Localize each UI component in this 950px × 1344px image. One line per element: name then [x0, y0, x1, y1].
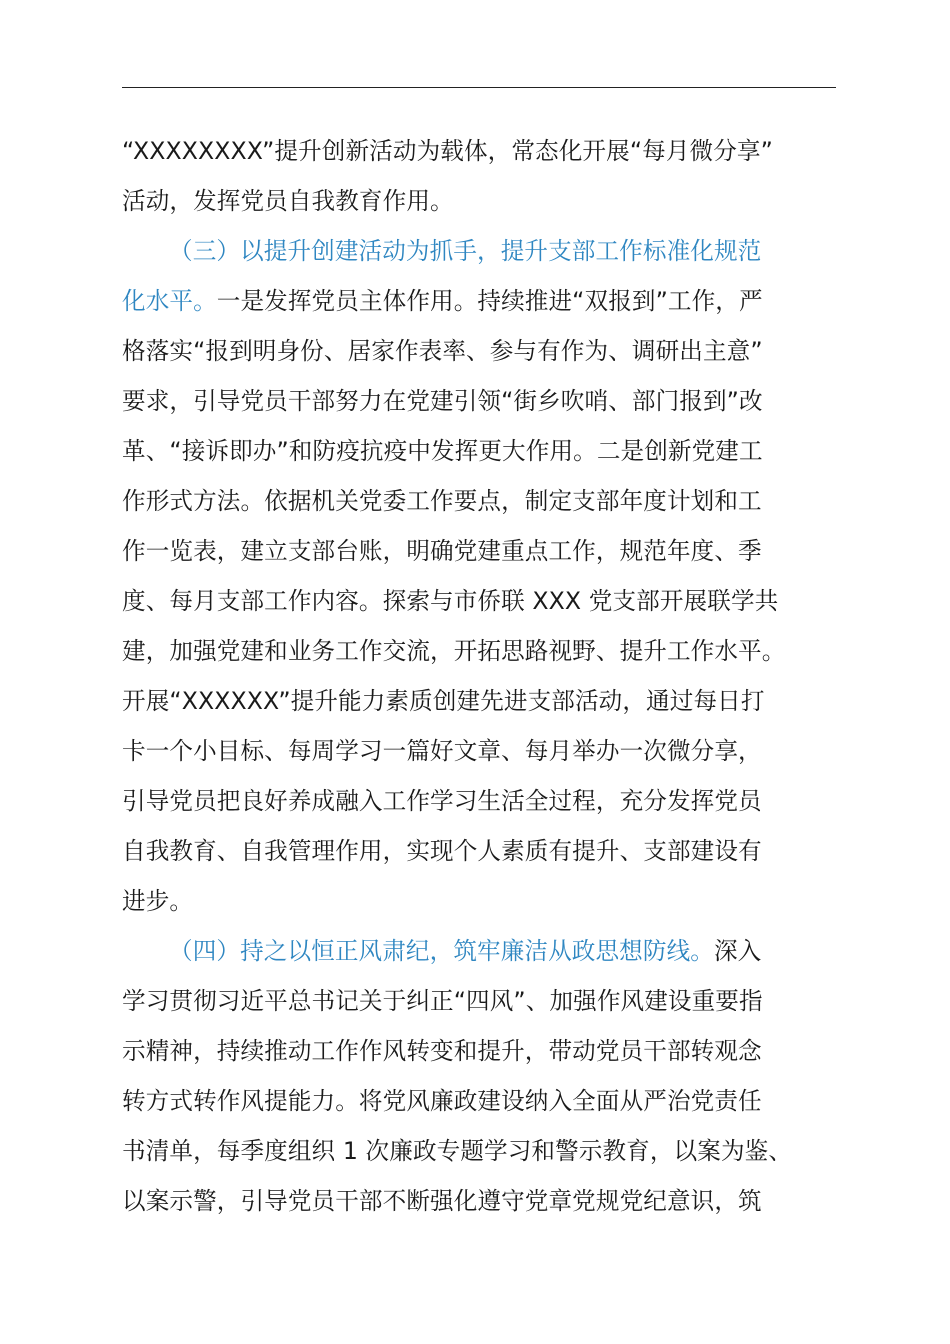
text-line: 卡一个小目标、每周学习一篇好文章、每月举办一次微分享， [122, 737, 762, 765]
text-line: 自我教育、自我管理作用，实现个人素质有提升、支部建设有 [122, 837, 762, 865]
text-run: 一是发挥党员主体作用。持续推进“双报到”工作，严 [216, 287, 763, 315]
text-run: 深入 [713, 937, 762, 965]
body-text [122, 126, 838, 1226]
text-line: 作形式方法。依据机关党委工作要点，制定支部年度计划和工 [122, 487, 762, 515]
text-line: 活动，发挥党员自我教育作用。 [122, 187, 454, 215]
text-line [122, 926, 838, 976]
text-line: 以案示警，引导党员干部不断强化遵守党章党规党纪意识，筑 [122, 1187, 762, 1215]
header-rule [122, 87, 836, 88]
text-line: 作一览表，建立支部台账，明确党建重点工作，规范年度、季 [122, 537, 762, 565]
text-line: 进步。 [122, 887, 194, 915]
section-heading-4: （四）持之以恒正风肃纪，筑牢廉洁从政思想防线。 [169, 937, 714, 965]
text-line: 引导党员把良好养成融入工作学习生活全过程，充分发挥党员 [122, 787, 762, 815]
text-line: 建，加强党建和业务工作交流，开拓思路视野、提升工作水平。 [122, 637, 786, 665]
text-line: 转方式转作风提能力。将党风廉政建设纳入全面从严治党责任 [122, 1087, 762, 1115]
section-heading-3-continued: 化水平。 [122, 287, 217, 315]
text-line [122, 276, 838, 326]
text-line: 要求，引导党员干部努力在党建引领“街乡吹哨、部门报到”改 [122, 387, 763, 415]
text-line: “XXXXXXXX”提升创新活动为载体，常态化开展“每月微分享” [122, 137, 773, 165]
text-line: 革、“接诉即办”和防疫抗疫中发挥更大作用。二是创新党建工 [122, 437, 763, 465]
text-line: 度、每月支部工作内容。探索与市侨联 XXX 党支部开展联学共 [122, 587, 779, 615]
text-line: 开展“XXXXXX”提升能力素质创建先进支部活动，通过每日打 [122, 687, 765, 715]
section-heading-3: （三）以提升创建活动为抓手，提升支部工作标准化规范 [169, 237, 762, 265]
text-line: 学习贯彻习近平总书记关于纠正“四风”、加强作风建设重要指 [122, 987, 763, 1015]
text-line: 格落实“报到明身份、居家作表率、参与有作为、调研出主意” [122, 337, 763, 365]
text-line: 示精神，持续推动工作作风转变和提升，带动党员干部转观念 [122, 1037, 762, 1065]
text-line: 书清单，每季度组织 1 次廉政专题学习和警示教育，以案为鉴、 [122, 1137, 793, 1165]
